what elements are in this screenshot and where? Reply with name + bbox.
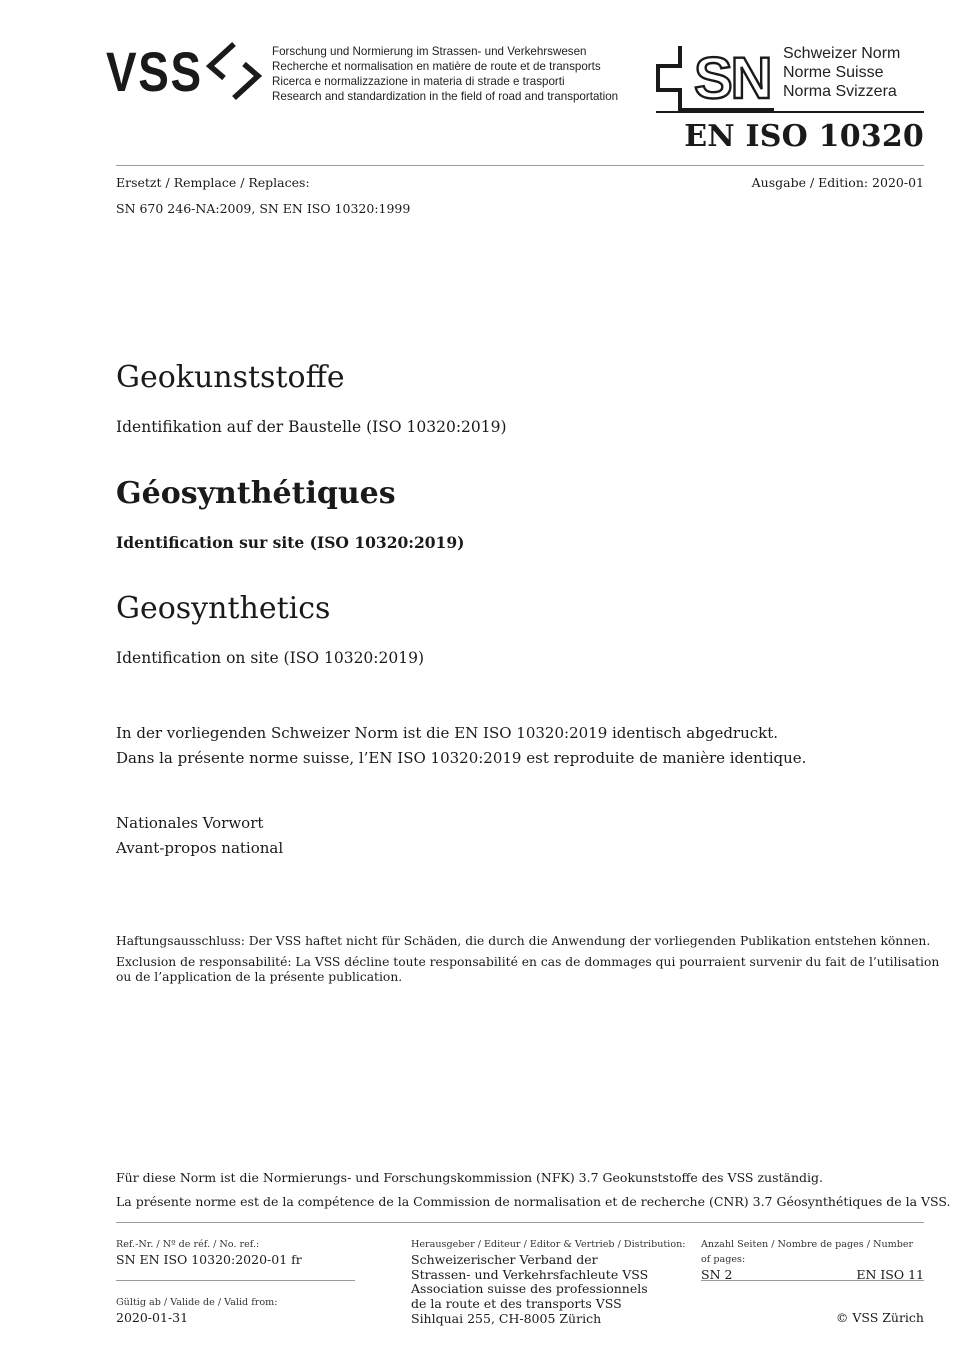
footer-col3-divider: [701, 1280, 924, 1281]
title-fr: Géosynthétiques: [116, 476, 396, 511]
disclaimer-de: Haftungsausschluss: Der VSS haftet nicht für Schäden, die durch die Anwendung der vorliegenden Publikation entstehen können.: [116, 934, 931, 948]
responsibility-fr: La présente norme est de la compétence de la Commission de normalisation et de recherche (CNR) 3.7 Géosynthétiques de la VSS.: [116, 1194, 951, 1209]
valid-value: 2020-01-31: [116, 1309, 189, 1325]
vss-tagline-fr: Recherche et normalisation en matière de route et de transports: [272, 60, 601, 73]
footer-pages: [701, 1238, 924, 1282]
sn-norm-names: [783, 44, 900, 101]
statement-fr: Dans la présente norme suisse, l’EN ISO 10320:2019 est reproduite de manière identique.: [116, 749, 807, 767]
footer-publisher: [411, 1238, 686, 1327]
vss-logo-text: VSS: [106, 40, 203, 100]
sn-name-it: Norma Svizzera: [783, 83, 897, 100]
vss-tagline-en: Research and standardization in the field of road and transportation: [272, 90, 619, 103]
title-en: Geosynthetics: [116, 591, 331, 626]
edition: Ausgabe / Edition: 2020-01: [751, 175, 924, 190]
sn-name-fr: Norme Suisse: [783, 64, 884, 81]
statement-de: In der vorliegenden Schweizer Norm ist die EN ISO 10320:2019 identisch abgedruckt.: [116, 724, 779, 742]
ref-value: SN EN ISO 10320:2020-01 fr: [116, 1251, 302, 1267]
disclaimer-fr-line2: ou de l’application de la présente publication.: [116, 970, 403, 984]
standard-number: EN ISO 10320: [684, 119, 924, 154]
copyright: © VSS Zürich: [835, 1310, 924, 1325]
disclaimer-fr-line1: Exclusion de responsabilité: La VSS décline toute responsabilité en cas de dommages qui pourraient survenir du fait de l’utilisation: [116, 955, 940, 969]
responsibility-de: Für diese Norm ist die Normierungs- und Forschungskommission (NFK) 3.7 Geokunststoffe des VSS zuständig.: [116, 1170, 824, 1185]
footer-col1-divider: [116, 1280, 355, 1281]
vss-tagline: [272, 44, 618, 104]
title-de: Geokunststoffe: [116, 360, 345, 395]
vss-tagline-de: Forschung und Normierung im Strassen- und Verkehrswesen: [272, 45, 587, 58]
sn-logo-text: SN: [694, 46, 771, 111]
sn-name-de: Schweizer Norm: [783, 45, 901, 62]
subtitle-de: Identifikation auf der Baustelle (ISO 10320:2019): [116, 418, 507, 436]
ref-label: Ref.-Nr. / Nº de réf. / No. ref.:: [116, 1239, 260, 1250]
header-divider: [116, 165, 924, 166]
vss-arrows-icon: [210, 44, 258, 98]
footer-divider: [116, 1222, 924, 1223]
publisher-line-2: Strassen- und Verkehrsfachleute VSS: [411, 1266, 649, 1282]
publisher-line-3: Association suisse des professionnels: [411, 1281, 648, 1297]
publisher-line-4: de la route et des transports VSS: [411, 1296, 622, 1312]
replaces-value: SN 670 246-NA:2009, SN EN ISO 10320:1999: [116, 201, 411, 216]
sn-underline-divider: [656, 111, 924, 113]
valid-label: Gültig ab / Valide de / Valid from:: [116, 1297, 278, 1308]
subtitle-en: Identification on site (ISO 10320:2019): [116, 649, 425, 667]
disclaimer-fr: [116, 955, 939, 985]
subtitle-fr: Identification sur site (ISO 10320:2019): [116, 533, 465, 552]
vss-tagline-it: Ricerca e normalizzazione in materia di strade e trasporti: [272, 75, 565, 88]
sn-logo: [656, 44, 776, 112]
pages-sn: SN 2: [701, 1266, 733, 1282]
publisher-label: Herausgeber / Editeur / Editor & Vertrieb / Distribution:: [411, 1239, 686, 1250]
vss-logo: [106, 40, 266, 100]
foreword-de: Nationales Vorwort: [116, 814, 264, 832]
pages-label: Anzahl Seiten / Nombre de pages / Number of pages:: [701, 1239, 914, 1265]
foreword-fr: Avant-propos national: [116, 839, 284, 857]
pages-en: EN ISO 11: [856, 1266, 924, 1282]
replaces-label: Ersetzt / Remplace / Replaces:: [116, 175, 310, 190]
publisher-line-5: Sihlquai 255, CH-8005 Zürich: [411, 1310, 602, 1326]
publisher-line-1: Schweizerischer Verband der: [411, 1251, 598, 1267]
footer-valid: [116, 1296, 277, 1326]
footer-ref: [116, 1238, 302, 1268]
